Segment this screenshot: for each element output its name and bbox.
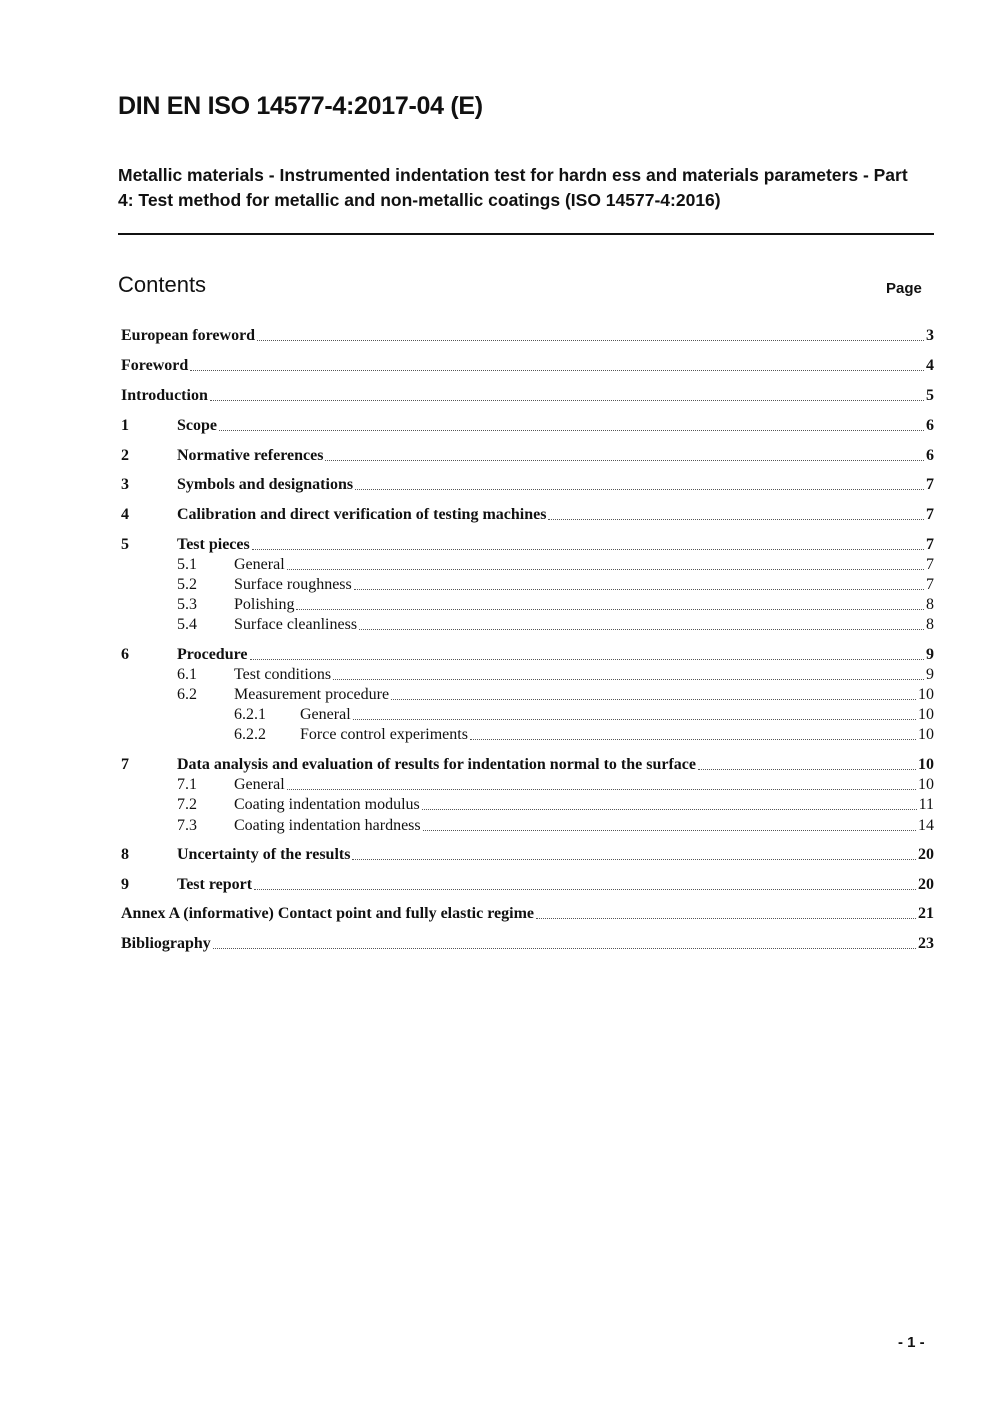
toc-entry-title: Test conditions — [234, 666, 332, 683]
toc-entry-number: 2 — [121, 447, 129, 464]
toc-entry[interactable] — [121, 814, 934, 836]
toc-entry-title: Scope — [177, 417, 217, 434]
toc-entry[interactable] — [121, 384, 934, 406]
toc-entry-page: 6 — [926, 417, 934, 434]
toc-entry-page: 3 — [926, 327, 934, 344]
toc-entry-title: Coating indentation modulus — [234, 796, 420, 813]
toc-entry-page: 20 — [918, 846, 934, 863]
dot-leader — [287, 788, 916, 790]
toc-entry[interactable] — [121, 703, 934, 725]
dot-leader — [296, 608, 924, 610]
toc-entry[interactable] — [121, 683, 934, 705]
dot-leader — [470, 738, 916, 740]
toc-entry[interactable] — [121, 324, 934, 346]
toc-entry-page: 6 — [926, 447, 934, 464]
toc-entry-title: General — [300, 706, 351, 723]
dot-leader — [423, 829, 916, 831]
dot-leader — [257, 339, 924, 341]
dot-leader — [359, 628, 924, 630]
toc-entry-number: 3 — [121, 476, 129, 493]
toc-entry-page: 20 — [918, 876, 934, 893]
page-column-label: Page — [886, 280, 922, 297]
toc-entry-title: Polishing — [234, 596, 295, 613]
toc-entry[interactable] — [121, 354, 934, 376]
toc-entry[interactable] — [121, 723, 934, 745]
toc-entry-title: Force control experiments — [300, 726, 468, 743]
toc-entry[interactable] — [121, 503, 934, 525]
dot-leader — [354, 588, 924, 590]
toc-entry-number: 5.4 — [177, 616, 197, 633]
toc-entry[interactable] — [121, 873, 934, 895]
toc-entry[interactable] — [121, 414, 934, 436]
toc-entry-number: 5.1 — [177, 556, 197, 573]
dot-leader — [536, 917, 916, 919]
toc-entry-page: 8 — [926, 596, 934, 613]
toc-entry[interactable] — [121, 533, 934, 555]
dot-leader — [210, 399, 924, 401]
toc-entry-number: 7 — [121, 756, 129, 773]
toc-entry-title: Annex A (informative) Contact point and fully elastic regime — [121, 905, 535, 922]
dot-leader — [698, 768, 916, 770]
toc-entry[interactable] — [121, 573, 934, 595]
toc-entry-page: 10 — [918, 686, 934, 703]
toc-entry-title: European foreword — [121, 327, 256, 344]
toc-entry-number: 5 — [121, 536, 129, 553]
toc-entry[interactable] — [121, 753, 934, 775]
toc-entry-page: 4 — [926, 357, 934, 374]
toc-entry[interactable] — [121, 593, 934, 615]
toc-entry-page: 9 — [926, 666, 934, 683]
toc-entry-title: Test report — [177, 876, 253, 893]
toc-entry-title: General — [234, 776, 285, 793]
toc-entry-page: 7 — [926, 536, 934, 553]
toc-entry-page: 10 — [918, 726, 934, 743]
page-title: DIN EN ISO 14577-4:2017-04 (E) — [118, 92, 483, 120]
toc-entry[interactable] — [121, 663, 934, 685]
toc-entry[interactable] — [121, 473, 934, 495]
dot-leader — [391, 698, 916, 700]
dot-leader — [325, 459, 924, 461]
dot-leader — [355, 488, 924, 490]
toc-entry-title: Uncertainty of the results — [177, 846, 351, 863]
dot-leader — [190, 369, 924, 371]
toc-entry[interactable] — [121, 773, 934, 795]
toc-entry-number: 1 — [121, 417, 129, 434]
toc-entry[interactable] — [121, 613, 934, 635]
dot-leader — [352, 858, 916, 860]
toc-entry[interactable] — [121, 643, 934, 665]
toc-entry[interactable] — [121, 902, 934, 924]
dot-leader — [219, 429, 924, 431]
dot-leader — [213, 947, 916, 949]
toc-entry-title: Symbols and designations — [177, 476, 354, 493]
toc-entry-number: 7.3 — [177, 817, 197, 834]
toc-entry-title: Data analysis and evaluation of results for indentation normal to the surface — [177, 756, 696, 773]
toc-entry-page: 10 — [918, 776, 934, 793]
toc-entry-title: Bibliography — [121, 935, 211, 952]
toc-entry[interactable] — [121, 793, 934, 815]
toc-entry[interactable] — [121, 932, 934, 954]
toc-entry-number: 9 — [121, 876, 129, 893]
toc-entry-title: General — [234, 556, 285, 573]
toc-entry-page: 23 — [918, 935, 934, 952]
toc-entry-page: 7 — [926, 556, 934, 573]
toc-entry-number: 8 — [121, 846, 129, 863]
toc-entry-page: 21 — [918, 905, 934, 922]
toc-entry-title: Test pieces — [177, 536, 250, 553]
toc-entry-number: 6.2 — [177, 686, 197, 703]
toc-entry-page: 8 — [926, 616, 934, 633]
toc-entry-title: Coating indentation hardness — [234, 817, 421, 834]
dot-leader — [422, 808, 917, 810]
toc-entry-page: 10 — [918, 706, 934, 723]
dot-leader — [333, 678, 924, 680]
toc-entry-title: Surface cleanliness — [234, 616, 358, 633]
toc-entry-number: 5.3 — [177, 596, 197, 613]
toc-entry-number: 7.1 — [177, 776, 197, 793]
contents-heading: Contents — [118, 272, 207, 297]
title-divider — [118, 233, 934, 235]
toc-entry[interactable] — [121, 843, 934, 865]
toc-entry-page: 11 — [918, 796, 934, 813]
toc-entry[interactable] — [121, 553, 934, 575]
toc-entry-title: Procedure — [177, 646, 248, 663]
footer-page-number: - 1 - — [898, 1334, 925, 1351]
dot-leader — [252, 548, 924, 550]
toc-entry-number: 6 — [121, 646, 129, 663]
toc-entry-title: Foreword — [121, 357, 189, 374]
dot-leader — [254, 888, 916, 890]
toc-entry-number: 6.1 — [177, 666, 197, 683]
toc-entry-page: 7 — [926, 476, 934, 493]
dot-leader — [548, 518, 924, 520]
toc-entry-page: 7 — [926, 576, 934, 593]
toc-entry-number: 5.2 — [177, 576, 197, 593]
dot-leader — [353, 718, 916, 720]
toc-entry-number: 7.2 — [177, 796, 197, 813]
toc-entry[interactable] — [121, 444, 934, 466]
toc-entry-title: Normative references — [177, 447, 324, 464]
toc-entry-title: Measurement procedure — [234, 686, 390, 703]
toc-entry-page: 14 — [918, 817, 934, 834]
dot-leader — [287, 568, 924, 570]
toc-entry-title: Surface roughness — [234, 576, 352, 593]
dot-leader — [250, 658, 925, 660]
toc-entry-number: 6.2.1 — [234, 706, 266, 723]
toc-entry-title: Calibration and direct verification of testing machines — [177, 506, 547, 523]
toc-entry-number: 6.2.2 — [234, 726, 266, 743]
toc-entry-page: 10 — [918, 756, 934, 773]
toc-entry-page: 5 — [926, 387, 934, 404]
toc-entry-number: 4 — [121, 506, 129, 523]
toc-entry-title: Introduction — [121, 387, 208, 404]
document-subtitle: Metallic materials - Instrumented indentation test for hardn ess and materials parameters - Part 4: Test method for metallic and non-metallic coatings (ISO 14577-4:2016) — [118, 165, 908, 210]
toc-entry-page: 9 — [926, 646, 934, 663]
toc-entry-page: 7 — [926, 506, 934, 523]
